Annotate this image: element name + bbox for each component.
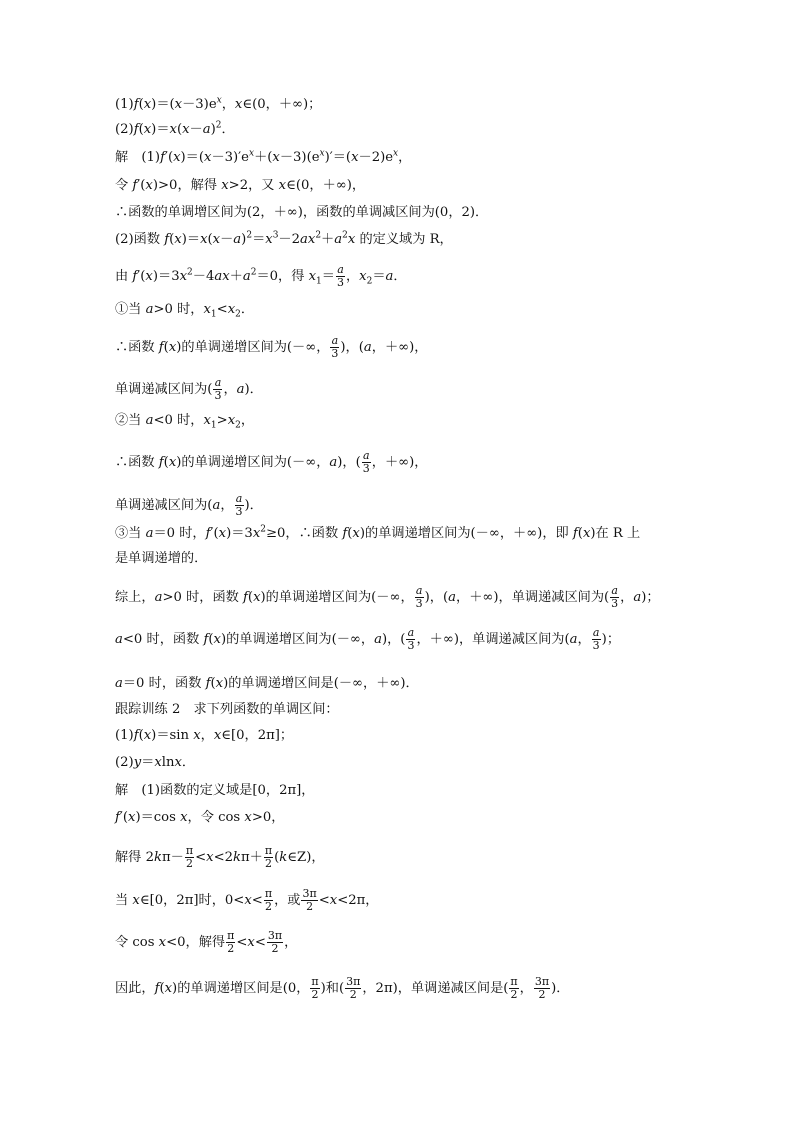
solution-intervals-1: ∴函数的单调增区间为(2，＋∞)，函数的单调减区间为(0，2)．: [115, 205, 489, 220]
case-a-positive-decreasing: 单调递减区间为( $\frac{a}{3}$ ，a)．: [115, 376, 263, 402]
practice-solve: 解得 2kπ－ $\frac{\pi}{2}$ <x<2kπ＋ $\frac{\pi}{2}$ (k∈Z)，: [115, 844, 325, 870]
case-a-negative-increasing: ∴函数 f(x)的单调递增区间为(－∞，a)，( $\frac{a}{3}$ ，＋∞)，: [115, 449, 428, 475]
problem-part-2: $(2)f(x)=x(x-a)^2$．: [115, 120, 235, 137]
case-a-positive: ①当 a>0 时，$x_1<x_2$．: [115, 302, 255, 320]
practice-domain: 解 (1)函数的定义域是[0，2π]，: [115, 783, 315, 798]
summary-a-zero: a＝0 时，函数 f(x)的单调递增区间是(－∞，＋∞)．: [115, 676, 419, 691]
practice-part-1: (1)f(x)＝sin x，x∈[0，2π]；: [115, 728, 294, 743]
practice-restrict: 当 x∈[0，2π]时，0<x< $\frac{\pi}{2}$ ，或 $\frac{3\pi}{2}$ <x<2π，: [115, 887, 379, 913]
summary-a-negative: a<0 时，函数 f(x)的单调递增区间为(－∞，a)，( $\frac{a}{3}$ ，＋∞)，单调递减区间为(a， $\frac{a}{3}$ )；: [115, 626, 621, 652]
practice-title: 跟踪训练 2 求下列函数的单调区间：: [115, 702, 339, 717]
case-a-negative: ②当 a<0 时，$x_1>x_2$，: [115, 413, 255, 431]
case-a-zero: ③当 a＝0 时，$f'(x)=3x^2\ge 0$，∴函数 f(x)的单调递增区间为(－∞，＋∞)，即 f(x)在 R 上: [115, 524, 641, 541]
case-a-zero-cont: 是单调递增的．: [115, 551, 208, 566]
case-a-negative-decreasing: 单调递减区间为(a， $\frac{a}{3}$ )．: [115, 492, 263, 518]
practice-negative: 令 cos x<0，解得 $\frac{\pi}{2}$ <x< $\frac{3\pi}{2}$ ，: [115, 929, 298, 955]
solution-domain-2: (2)函数 $f(x)=x(x-a)^2=x^3-2ax^2+a^2x$ 的定义域为 R，: [115, 230, 453, 247]
summary-a-positive: 综上，a>0 时，函数 f(x)的单调递增区间为(－∞， $\frac{a}{3}$ )，(a，＋∞)，单调递减区间为( $\frac{a}{3}$ ，a)；: [115, 584, 660, 610]
solution-roots: 由 $f'(x)=3x^2-4ax+a^2=0$，得 $x_1=$ $\frac{a}{3}$ ，$x_2=a$．: [115, 263, 407, 289]
practice-part-2: (2)y＝xlnx．: [115, 755, 196, 770]
solution-derivative: 解 $(1)f'(x)=(x-3)'e^x+(x-3)(e^x)'=(x-2)e^x$，: [115, 148, 412, 165]
practice-derivative: f′(x)＝cos x，令 cos x>0，: [115, 810, 285, 825]
practice-conclusion: 因此，f(x)的单调递增区间是(0， $\frac{\pi}{2}$ )和( $\frac{3\pi}{2}$ ，2π)，单调递减区间是( $\frac{\pi}{2}$ ， $\frac{3\pi}{2}$ )．: [115, 975, 570, 1001]
problem-part-1: $(1)f(x)=(x-3)e^x$，x∈(0，＋∞)；: [115, 95, 322, 112]
solution-inequality: 令 f′(x)>0，解得 x>2，又 x∈(0，＋∞)，: [115, 178, 366, 193]
case-a-positive-increasing: ∴函数 f(x)的单调递增区间为(－∞， $\frac{a}{3}$ )，(a，＋∞)，: [115, 334, 428, 360]
